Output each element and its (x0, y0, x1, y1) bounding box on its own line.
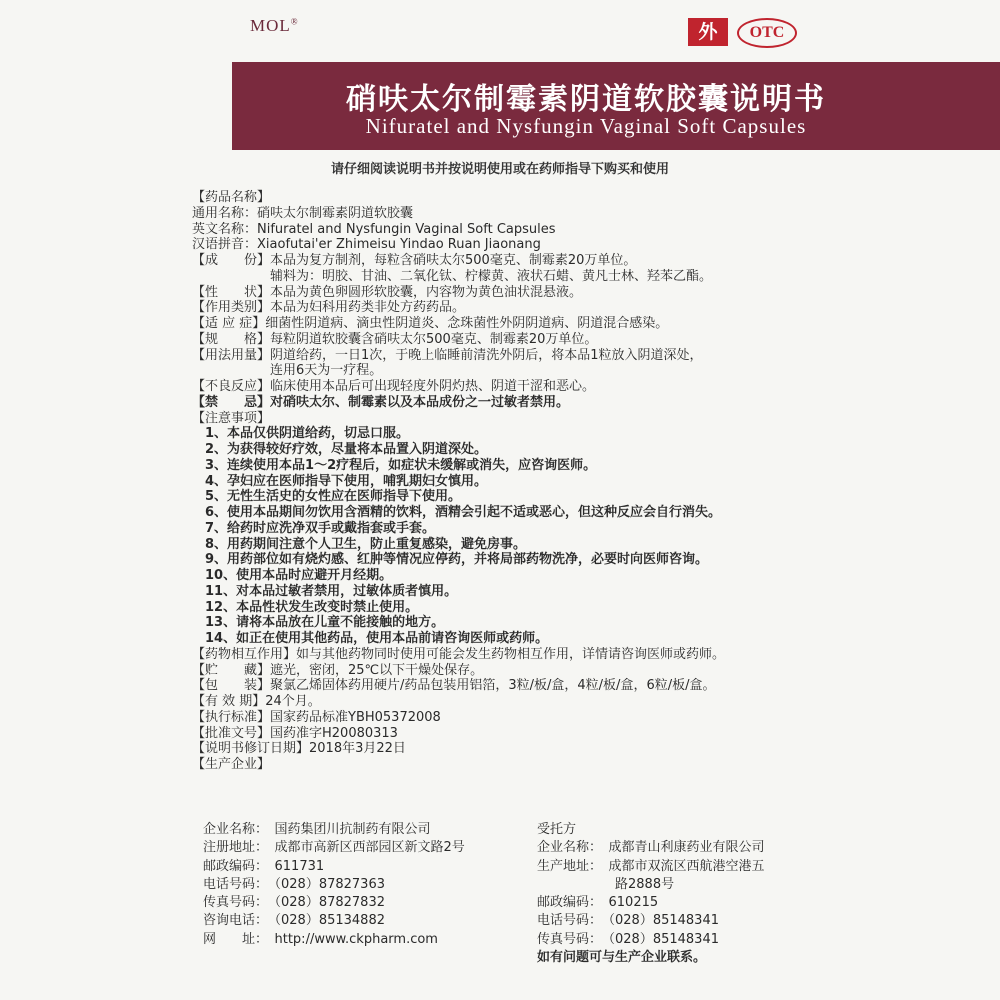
precaution-item: 10、使用本品时应避开月经期。 (192, 568, 393, 583)
precaution-item: 8、用药期间注意个人卫生，防止重复感染，避免房事。 (192, 536, 527, 552)
entrusted-address-cont: 路2888号 (537, 876, 675, 892)
manufacturer-column (203, 821, 533, 949)
category: 【作用类别】本品为妇科用药类非处方药药品。 (192, 300, 466, 316)
indications: 【适 应 症】细菌性阴道病、滴虫性阴道炎、念珠菌性外阴阴道病、阴道混合感染。 (192, 316, 669, 331)
entrusted-address: 生产地址： 成都市双流区西航港空港五 (537, 858, 765, 874)
brand-name: MOL (250, 16, 291, 35)
adverse-reactions: 【不良反应】临床使用本品后可出现轻度外阴灼热、阴道干涩和恶心。 (192, 379, 596, 394)
drug-interactions: 【药物相互作用】如与其他药物同时使用可能会发生药物相互作用，详情请咨询医师或药师。 (192, 646, 726, 662)
description: 【性 状】本品为黄色卵圆形软胶囊，内容物为黄色油状混悬液。 (192, 284, 583, 300)
approval-number: 【批准文号】国药准字H20080313 (192, 725, 398, 741)
usage-notice: 请仔细阅读说明书并按说明使用或在药师指导下购买和使用 (330, 162, 669, 177)
pinyin-name: 汉语拼音：Xiaofutai'er Zhimeisu Yindao Ruan Jiaonang (192, 237, 541, 253)
leaflet-body (192, 190, 982, 773)
contact-note: 如有问题可与生产企业联系。 (537, 950, 707, 966)
precaution-item: 7、给药时应洗净双手或戴指套或手套。 (192, 520, 436, 536)
entrusted-postcode: 邮政编码： 610215 (537, 895, 659, 911)
shelf-life: 【有 效 期】24个月。 (192, 694, 321, 709)
manufacturer-website: 网 址： http://www.ckpharm.com (203, 931, 438, 947)
contraindications: 【禁 忌】对硝呋太尔、制霉素以及本品成份之一过敏者禁用。 (192, 394, 570, 410)
precaution-item: 11、对本品过敏者禁用，过敏体质者慎用。 (192, 583, 458, 599)
brand-logo (250, 16, 299, 36)
otc-badge: OTC (737, 18, 797, 48)
entrusted-phone: 电话号码： （028）85148341 (537, 913, 719, 929)
precaution-item: 9、用药部位如有烧灼感、红肿等情况应停药，并将局部药物洗净，必要时向医师咨询。 (192, 552, 709, 568)
precaution-item: 6、使用本品期间勿饮用含酒精的饮料，酒精会引起不适或恶心，但这种反应会自行消失。 (192, 505, 722, 520)
composition: 【成 份】本品为复方制剂，每粒含硝呋太尔500毫克、制霉素20万单位。 (192, 253, 637, 268)
revision-date: 【说明书修订日期】2018年3月22日 (192, 741, 406, 757)
manufacturer-postcode: 邮政编码： 611731 (203, 858, 325, 874)
precaution-item: 2、为获得较好疗效，尽量将本品置入阴道深处。 (192, 442, 488, 457)
manufacturer-hotline: 咨询电话： （028）85134882 (203, 913, 385, 929)
english-name: 英文名称：Nifuratel and Nysfungin Vaginal Soft Capsules (192, 221, 556, 237)
storage: 【贮 藏】遮光，密闭，25℃以下干燥处保存。 (192, 662, 484, 678)
manufacturer-name: 企业名称： 国药集团川抗制药有限公司 (203, 822, 431, 837)
section-drug-name: 【药品名称】 (192, 190, 271, 205)
entrusted-heading: 受托方 (537, 822, 577, 837)
entrusted-column (537, 821, 987, 967)
precaution-item: 5、无性生活史的女性应在医师指导下使用。 (192, 489, 462, 505)
section-manufacturer: 【生产企业】 (192, 757, 271, 772)
registered-mark: ® (290, 16, 299, 27)
title-english: Nifuratel and Nysfungin Vaginal Soft Capsules (365, 114, 807, 138)
standard: 【执行标准】国家药品标准YBH05372008 (192, 709, 441, 725)
precaution-item: 14、如正在使用其他药品，使用本品前请咨询医师或药师。 (192, 631, 549, 646)
manufacturer-fax: 传真号码： （028）87827832 (203, 895, 385, 911)
dosage-cont: 连用6天为一疗程。 (192, 363, 383, 379)
top-strip (0, 0, 1000, 62)
dosage: 【用法用量】阴道给药，一日1次，于晚上临睡前清洗外阴后，将本品1粒放入阴道深处， (192, 347, 703, 363)
specification: 【规 格】每粒阴道软胶囊含硝呋太尔500毫克、制霉素20万单位。 (192, 331, 598, 347)
precaution-item: 4、孕妇应在医师指导下使用，哺乳期妇女慎用。 (192, 473, 488, 489)
precaution-item: 1、本品仅供阴道给药，切忌口服。 (192, 426, 410, 442)
packaging: 【包 装】聚氯乙烯固体药用硬片/药品包装用铝箔，3粒/板/盒，4粒/板/盒，6粒/板/盒。 (192, 678, 716, 694)
generic-name: 通用名称：硝呋太尔制霉素阴道软胶囊 (192, 205, 414, 221)
external-use-badge: 外 (688, 18, 728, 46)
manufacturer-address: 注册地址： 成都市高新区西部园区新文路2号 (203, 840, 465, 856)
precaution-item: 12、本品性状发生改变时禁止使用。 (192, 599, 419, 615)
manufacturer-phone: 电话号码： （028）87827363 (203, 876, 385, 892)
title-chinese: 硝呋太尔制霉素阴道软胶囊说明书 (346, 82, 826, 117)
entrusted-fax: 传真号码： （028）85148341 (537, 931, 719, 947)
excipients: 辅料为：明胶、甘油、二氧化钛、柠檬黄、液状石蜡、黄凡士林、羟苯乙酯。 (192, 268, 713, 284)
precaution-item: 13、请将本品放在儿童不能接触的地方。 (192, 615, 445, 631)
section-precautions: 【注意事项】 (192, 410, 271, 426)
precaution-item: 3、连续使用本品1～2疗程后，如症状未缓解或消失，应咨询医师。 (192, 457, 597, 473)
entrusted-name: 企业名称： 成都青山利康药业有限公司 (537, 840, 765, 856)
